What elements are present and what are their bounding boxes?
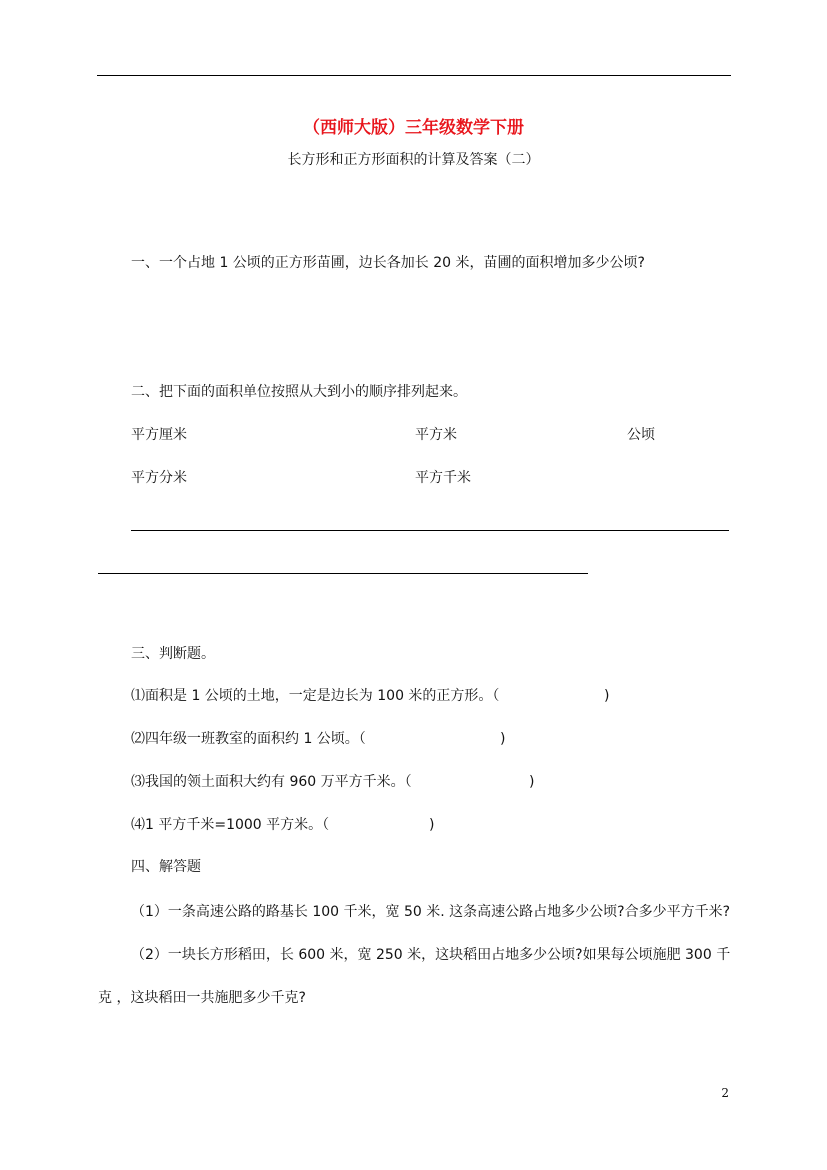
judge-item-3-close: ) [529, 774, 535, 790]
page-subtitle: 长方形和正方形面积的计算及答案（二） [287, 152, 540, 168]
problem-1: （1）一条高速公路的路基长 100 千米，宽 50 米. 这条高速公路占地多少公顷?合多少平方千米? [131, 904, 731, 920]
problem-2-line-1: （2）一块长方形稻田，长 600 米，宽 250 米，这块稻田占地多少公顷?如果每公顷施肥 300 千 [131, 947, 731, 963]
judge-item-1-close: ) [604, 688, 610, 704]
question-2-heading: 二、把下面的面积单位按照从大到小的顺序排列起来。 [131, 384, 467, 400]
unit-square-centimeter: 平方厘米 [131, 427, 187, 443]
judge-item-2: ⑵四年级一班教室的面积约 1 公顷。（ [131, 731, 366, 747]
page-number: 2 [721, 1086, 729, 1100]
unit-hectare: 公顷 [627, 427, 655, 443]
answer-line-2 [98, 573, 588, 574]
answer-line-1 [131, 530, 729, 531]
problem-2-line-2: 克 ，这块稻田一共施肥多少千克? [98, 990, 306, 1006]
page-title: （西师大版）三年级数学下册 [303, 118, 524, 138]
judge-item-4-close: ) [429, 817, 435, 833]
unit-square-meter: 平方米 [415, 427, 457, 443]
unit-square-kilometer: 平方千米 [415, 470, 471, 486]
header-rule [97, 75, 731, 76]
question-1: 一、一个占地 1 公顷的正方形苗圃，边长各加长 20 米，苗圃的面积增加多少公顷? [131, 255, 645, 271]
judge-item-2-close: ) [500, 731, 506, 747]
question-4-heading: 四、解答题 [131, 859, 201, 875]
judge-item-3: ⑶我国的领土面积大约有 960 万平方千米。（ [131, 774, 412, 790]
question-3-heading: 三、判断题。 [131, 646, 215, 662]
judge-item-1: ⑴面积是 1 公顷的土地，一定是边长为 100 米的正方形。（ [131, 688, 500, 704]
judge-item-4: ⑷1 平方千米=1000 平方米。（ [131, 817, 330, 833]
unit-square-decimeter: 平方分米 [131, 470, 187, 486]
